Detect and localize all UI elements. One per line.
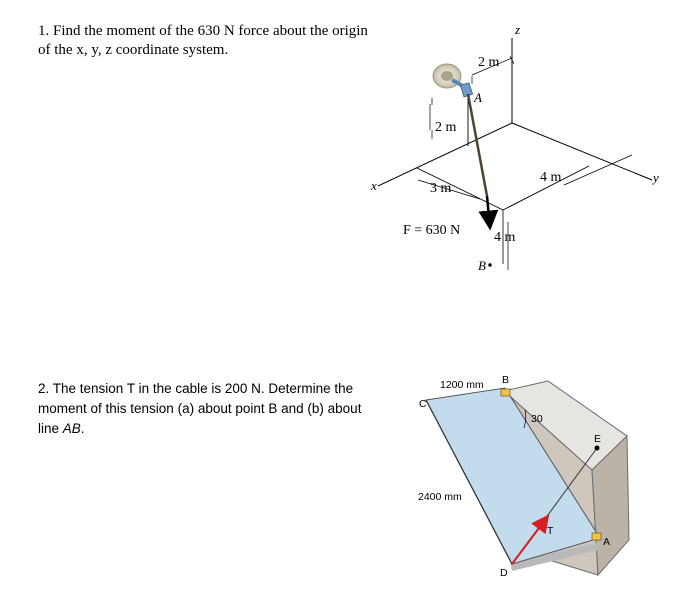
tension-t-label: T [547,525,554,537]
y-axis [512,123,652,180]
force-arrow [487,196,490,228]
z-axis-label: z [515,22,521,37]
point-a-label: A [474,90,482,105]
dim-3m: 3 m [430,181,452,196]
point-c-label: C [419,398,427,410]
problem-2-prefix: 2. The tension T in the cable is 200 N. Determine the moment of this tension (a) about point B and (b) about line [38,381,362,436]
angle-30-label: 30 [531,413,543,425]
dim-4m-vertical: 4 m [494,230,516,245]
problem-1-text: 1. Find the moment of the 630 N force about the origin of the x, y, z coordinate system. [38,23,368,58]
figure-1 [370,22,659,273]
x-axis-label: x [371,178,377,193]
figure-2 [418,374,629,579]
point-b-label: B [478,258,486,273]
point-d-label: D [500,567,508,579]
point-a-label-2: A [603,536,611,548]
problem-2-suffix: . [80,421,85,436]
dim-1200-label: 1200 mm [440,379,484,391]
point-b-label-2: B [502,374,510,386]
y-axis-label: y [653,170,659,185]
dim-2400-label: 2400 mm [418,491,462,503]
dim-2m-top: 2 m [478,55,500,70]
dim-2m-side: 2 m [435,120,457,135]
force-label: F = 630 N [403,223,461,238]
dim-4m-right: 4 m [540,170,562,185]
cable-ab [468,94,487,196]
point-e-label: E [594,433,602,445]
problem-2-line-ab: AB [62,421,81,436]
